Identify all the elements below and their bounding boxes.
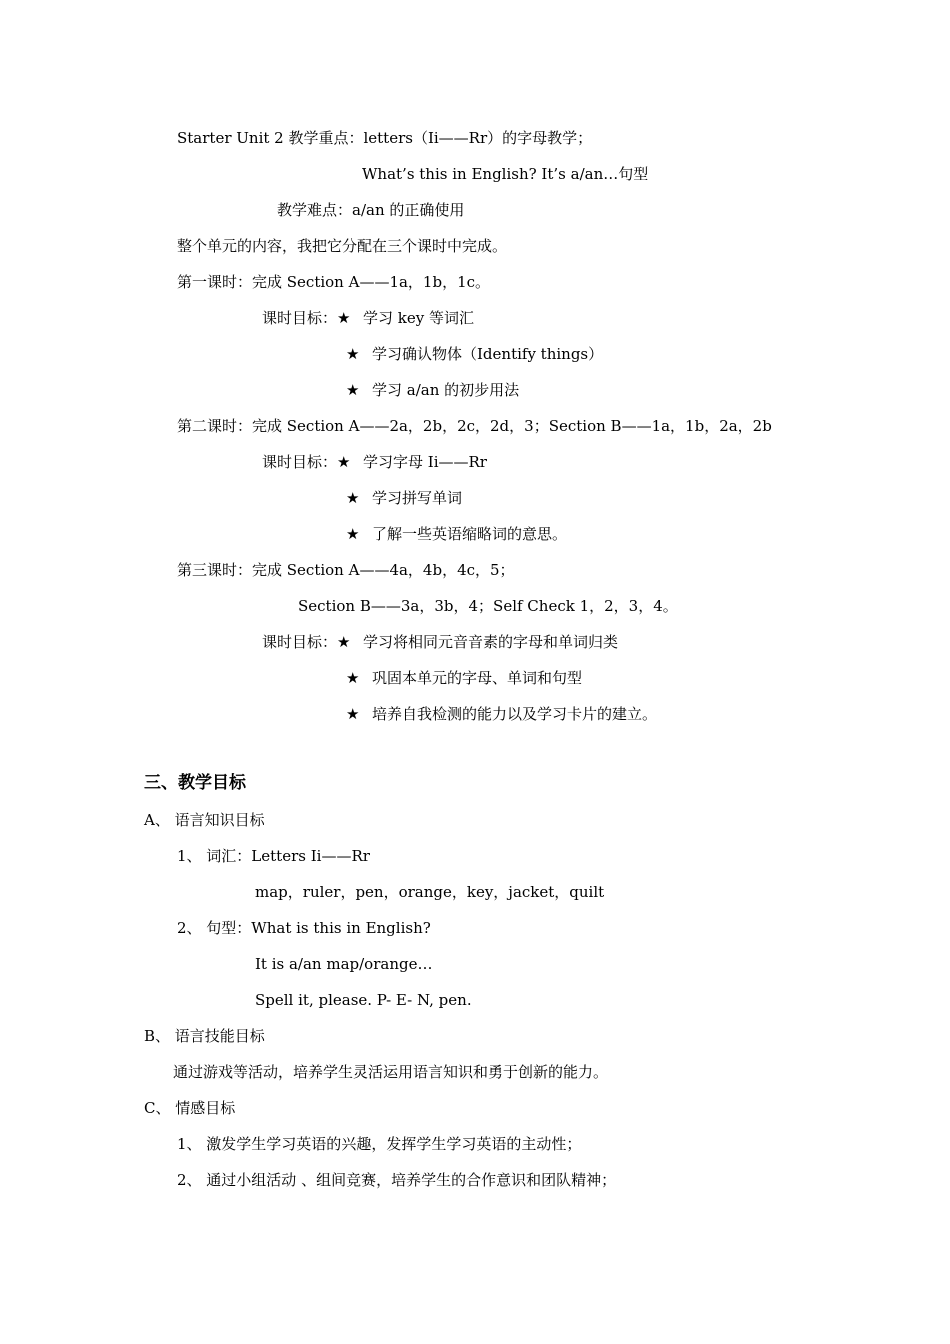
goal-text: 学习拼写单词: [372, 489, 463, 507]
goal-text: 学习将相同元音音素的字母和单词归类: [363, 633, 619, 651]
lesson-one: 第一课时：完成 Section A——1a，1b，1c。: [177, 273, 491, 291]
goal-text: 学习 a/an 的初步用法: [372, 381, 520, 399]
sentence-item: 2、 句型：What is this in English?: [177, 919, 431, 937]
goal-text: 学习字母 Ii——Rr: [363, 453, 487, 471]
lesson-three-goal-3: [346, 704, 657, 724]
goal-a-heading: A、 语言知识目标: [144, 811, 265, 829]
teaching-difficulty: 教学难点：a/an 的正确使用: [277, 201, 465, 219]
lesson-three-section-b: Section B——3a，3b，4；Self Check 1，2，3，4。: [298, 597, 678, 615]
sentence-example-1: It is a/an map/orange…: [255, 955, 433, 973]
star-icon: ★: [337, 633, 351, 651]
goal-b-heading: B、 语言技能目标: [144, 1027, 265, 1045]
goal-label: 课时目标：: [262, 453, 338, 471]
star-icon: ★: [337, 309, 351, 327]
star-icon: ★: [346, 669, 360, 687]
lesson-three-goal-2: [346, 668, 582, 688]
emotion-goal-1: 1、 激发学生学习英语的兴趣，发挥学生学习英语的主动性；: [177, 1135, 582, 1153]
lesson-two: 第二课时：完成 Section A——2a，2b，2c，2d，3；Section B——1a，1b，2a，2b: [177, 417, 772, 435]
star-icon: ★: [346, 345, 360, 363]
goal-text: 学习 key 等词汇: [363, 309, 474, 327]
goal-text: 培养自我检测的能力以及学习卡片的建立。: [372, 705, 658, 723]
star-icon: ★: [346, 381, 360, 399]
lesson-two-goal-2: [346, 488, 462, 508]
star-icon: ★: [346, 525, 360, 543]
goal-text: 了解一些英语缩略词的意思。: [372, 525, 568, 543]
sentence-pattern: What’s this in English? It’s a/an…句型: [362, 165, 649, 183]
lesson-one-goal-2: [346, 344, 603, 364]
star-icon: ★: [346, 705, 360, 723]
goal-text: 学习确认物体（Identify things）: [372, 345, 604, 363]
lesson-three: 第三课时：完成 Section A——4a，4b，4c，5；: [177, 561, 515, 579]
goal-label: 课时目标：: [262, 309, 338, 327]
unit-allocation: 整个单元的内容，我把它分配在三个课时中完成。: [177, 237, 508, 255]
skill-goal-text: 通过游戏等活动，培养学生灵活运用语言知识和勇于创新的能力。: [173, 1063, 609, 1081]
unit-key-points: Starter Unit 2 教学重点：letters（Ii——Rr）的字母教学；: [177, 129, 593, 147]
vocabulary-words: map，ruler，pen，orange，key，jacket，quilt: [255, 883, 605, 901]
lesson-one-goal-3: [346, 380, 519, 400]
lesson-one-goal-1: [262, 308, 474, 328]
goal-label: 课时目标：: [262, 633, 338, 651]
star-icon: ★: [346, 489, 360, 507]
sentence-example-2: Spell it, please. P- E- N, pen.: [255, 991, 472, 1009]
emotion-goal-2: 2、 通过小组活动 、组间竞赛，培养学生的合作意识和团队精神；: [177, 1171, 617, 1189]
vocabulary-item: 1、 词汇：Letters Ii——Rr: [177, 847, 370, 865]
lesson-two-goal-1: [262, 452, 487, 472]
section-heading-teaching-goals: 三、教学目标: [144, 773, 246, 793]
lesson-two-goal-3: [346, 524, 567, 544]
goal-text: 巩固本单元的字母、单词和句型: [372, 669, 583, 687]
goal-c-heading: C、 情感目标: [144, 1099, 236, 1117]
star-icon: ★: [337, 453, 351, 471]
lesson-three-goal-1: [262, 632, 618, 652]
